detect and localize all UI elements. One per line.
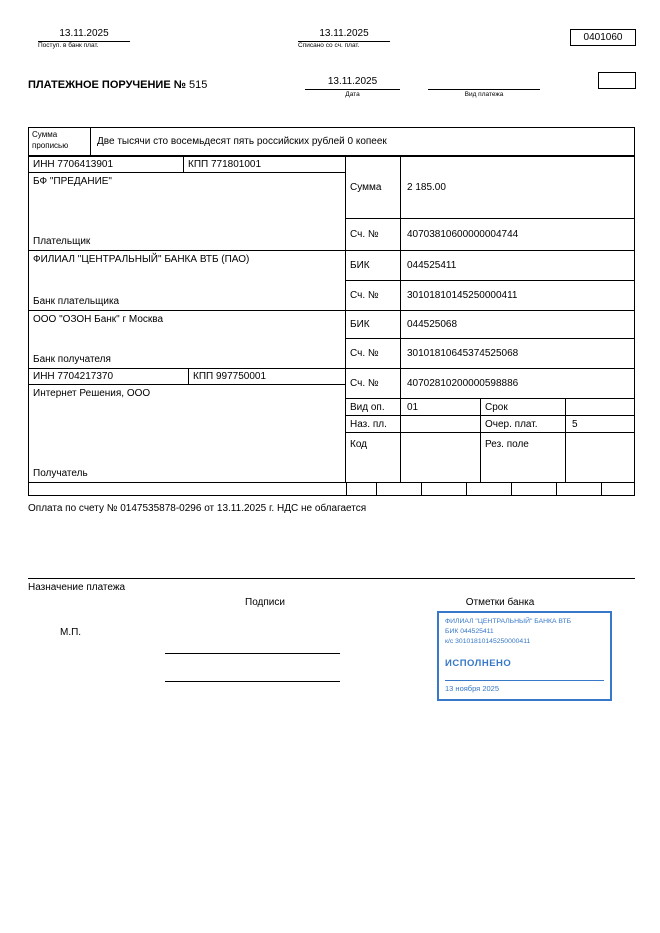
payer-bank-cell bbox=[29, 251, 346, 311]
stamp-divider bbox=[445, 680, 604, 681]
payee-bank-cell bbox=[29, 311, 346, 369]
op-kind-label: Вид оп. bbox=[350, 401, 385, 413]
payee-name: Интернет Решения, ООО bbox=[33, 388, 151, 399]
payer-cell bbox=[29, 173, 346, 251]
debited-date-label: Списано со сч. плат. bbox=[298, 42, 360, 49]
debited-date-block bbox=[298, 28, 390, 49]
received-date: 13.11.2025 bbox=[38, 28, 130, 42]
signature-line-1 bbox=[165, 653, 340, 654]
signatures-label: Подписи bbox=[245, 597, 285, 608]
reserve-field-label-cell bbox=[481, 433, 566, 482]
payment-type-underline bbox=[428, 76, 540, 90]
stamp-place-label: М.П. bbox=[60, 627, 82, 638]
payer-account-cell bbox=[401, 219, 634, 251]
purpose-code-label-cell bbox=[346, 416, 401, 433]
signature-line-2 bbox=[165, 681, 340, 682]
strip-divider bbox=[376, 483, 377, 495]
payee-kpp-cell bbox=[189, 369, 346, 385]
stamp-bik: БИК 044525411 bbox=[445, 628, 494, 636]
amount-in-words-row bbox=[28, 127, 635, 156]
payee-account-cell bbox=[401, 369, 634, 399]
payee-account: 40702810200000598886 bbox=[407, 378, 519, 389]
strip-divider bbox=[421, 483, 422, 495]
strip-divider bbox=[466, 483, 467, 495]
payment-type-block bbox=[428, 76, 540, 98]
payment-purpose-text: Оплата по счету № 0147535878-0296 от 13.11.2025 г. НДС не облагается bbox=[28, 503, 367, 514]
payment-type-label: Вид платежа bbox=[464, 91, 504, 98]
strip-divider bbox=[556, 483, 557, 495]
payer-inn: ИНН 7706413901 bbox=[33, 159, 114, 170]
payee-inn: ИНН 7704217370 bbox=[33, 371, 114, 382]
payee-bank-bik-label: БИК bbox=[350, 319, 370, 330]
payment-purpose-label: Назначение платежа bbox=[28, 582, 126, 593]
doc-date: 13.11.2025 bbox=[305, 76, 400, 90]
payer-account-label-cell bbox=[346, 219, 401, 251]
payee-bank-name: ООО "ОЗОН Банк" г Москва bbox=[33, 314, 164, 325]
amount-label-cell bbox=[346, 157, 401, 219]
bank-stamp bbox=[437, 611, 612, 701]
payee-section-label: Получатель bbox=[33, 468, 88, 479]
payer-bank-account-label: Сч. № bbox=[350, 290, 379, 301]
amount-in-words-label bbox=[29, 128, 91, 155]
payer-account-label: Сч. № bbox=[350, 229, 379, 240]
strip-divider bbox=[346, 483, 347, 495]
priority-label: Очер. плат. bbox=[485, 418, 538, 430]
reserve-field-value-cell bbox=[566, 433, 634, 482]
payee-bank-section-label: Банк получателя bbox=[33, 354, 111, 365]
received-date-label: Поступ. в банк плат. bbox=[38, 42, 99, 49]
reserve-field-label: Рез. поле bbox=[485, 439, 529, 450]
purpose-code-label: Наз. пл. bbox=[350, 418, 387, 430]
payee-account-label: Сч. № bbox=[350, 378, 379, 389]
code-label-cell bbox=[346, 433, 401, 482]
received-date-block bbox=[38, 28, 130, 49]
due-value-cell bbox=[566, 399, 634, 416]
payee-bank-bik: 044525068 bbox=[407, 319, 458, 330]
amount-label: Сумма bbox=[350, 182, 382, 193]
strip-divider bbox=[511, 483, 512, 495]
payee-bank-bik-cell bbox=[401, 311, 634, 339]
payee-bank-account-cell bbox=[401, 339, 634, 369]
payer-bank-account: 30101810145250000411 bbox=[407, 290, 518, 301]
payer-kpp-cell bbox=[184, 157, 346, 173]
payer-bank-name: ФИЛИАЛ "ЦЕНТРАЛЬНЫЙ" БАНКА ВТБ (ПАО) bbox=[33, 254, 250, 265]
doc-date-block bbox=[305, 76, 400, 98]
payee-kpp: КПП 997750001 bbox=[193, 371, 267, 382]
payer-inn-cell bbox=[29, 157, 184, 173]
debited-date: 13.11.2025 bbox=[298, 28, 390, 42]
amount-in-words-label-line2: прописью bbox=[32, 140, 69, 150]
payer-bank-account-cell bbox=[401, 281, 634, 311]
bank-marks-label: Отметки банка bbox=[465, 597, 535, 608]
payee-bank-account-label: Сч. № bbox=[350, 348, 379, 359]
stamp-corr-account: к/с 30101810145250000411 bbox=[445, 638, 531, 646]
payer-bank-bik-label: БИК bbox=[350, 260, 370, 271]
payee-account-label-cell bbox=[346, 369, 401, 399]
payer-bank-section-label: Банк плательщика bbox=[33, 296, 120, 307]
doc-title-block bbox=[28, 79, 207, 91]
priority-value: 5 bbox=[572, 418, 578, 430]
stamp-date: 13 ноября 2025 bbox=[445, 683, 500, 693]
corner-box bbox=[598, 72, 636, 89]
payer-bank-bik-cell bbox=[401, 251, 634, 281]
stamp-bank-name: ФИЛИАЛ "ЦЕНТРАЛЬНЫЙ" БАНКА ВТБ bbox=[445, 618, 572, 625]
payer-bank-bik: 044525411 bbox=[407, 260, 457, 271]
amount-value: 2 185.00 bbox=[407, 182, 446, 193]
payee-cell bbox=[29, 385, 346, 482]
due-label-cell bbox=[481, 399, 566, 416]
doc-title: ПЛАТЕЖНОЕ ПОРУЧЕНИЕ № bbox=[28, 79, 186, 91]
stamp-status: ИСПОЛНЕНО bbox=[445, 657, 512, 669]
op-kind-label-cell bbox=[346, 399, 401, 416]
payment-table bbox=[28, 156, 635, 483]
payer-section-label: Плательщик bbox=[33, 236, 91, 247]
payment-purpose-underline bbox=[28, 578, 635, 579]
payer-kpp: КПП 771801001 bbox=[188, 159, 262, 170]
amount-in-words-label-line1: Сумма bbox=[32, 130, 58, 139]
stamp-details bbox=[445, 617, 604, 648]
amount-in-words-text: Две тысячи сто восемьдесят пять российских рублей 0 копеек bbox=[97, 136, 387, 147]
strip-divider bbox=[601, 483, 602, 495]
code-label: Код bbox=[350, 439, 368, 450]
form-code-box bbox=[570, 29, 636, 46]
payer-name: БФ "ПРЕДАНИЕ" bbox=[33, 176, 112, 187]
payer-account: 40703810600000004744 bbox=[407, 229, 519, 240]
payer-bank-account-label-cell bbox=[346, 281, 401, 311]
op-kind-value-cell bbox=[401, 399, 481, 416]
due-label: Срок bbox=[485, 401, 508, 413]
doc-date-label: Дата bbox=[345, 91, 360, 98]
form-code: 0401060 bbox=[583, 32, 623, 43]
payee-inn-cell bbox=[29, 369, 189, 385]
payee-bank-account: 30101810645374525068 bbox=[407, 348, 519, 359]
amount-in-words-cell bbox=[91, 128, 634, 155]
doc-number: 515 bbox=[189, 79, 208, 91]
code-value-cell bbox=[401, 433, 481, 482]
purpose-code-value-cell bbox=[401, 416, 481, 433]
priority-value-cell bbox=[566, 416, 634, 433]
payer-bank-bik-label-cell bbox=[346, 251, 401, 281]
op-kind-value: 01 bbox=[407, 401, 419, 413]
payee-bank-account-label-cell bbox=[346, 339, 401, 369]
amount-value-cell bbox=[401, 157, 634, 219]
payee-bank-bik-label-cell bbox=[346, 311, 401, 339]
extra-fields-strip bbox=[28, 482, 635, 496]
priority-label-cell bbox=[481, 416, 566, 433]
